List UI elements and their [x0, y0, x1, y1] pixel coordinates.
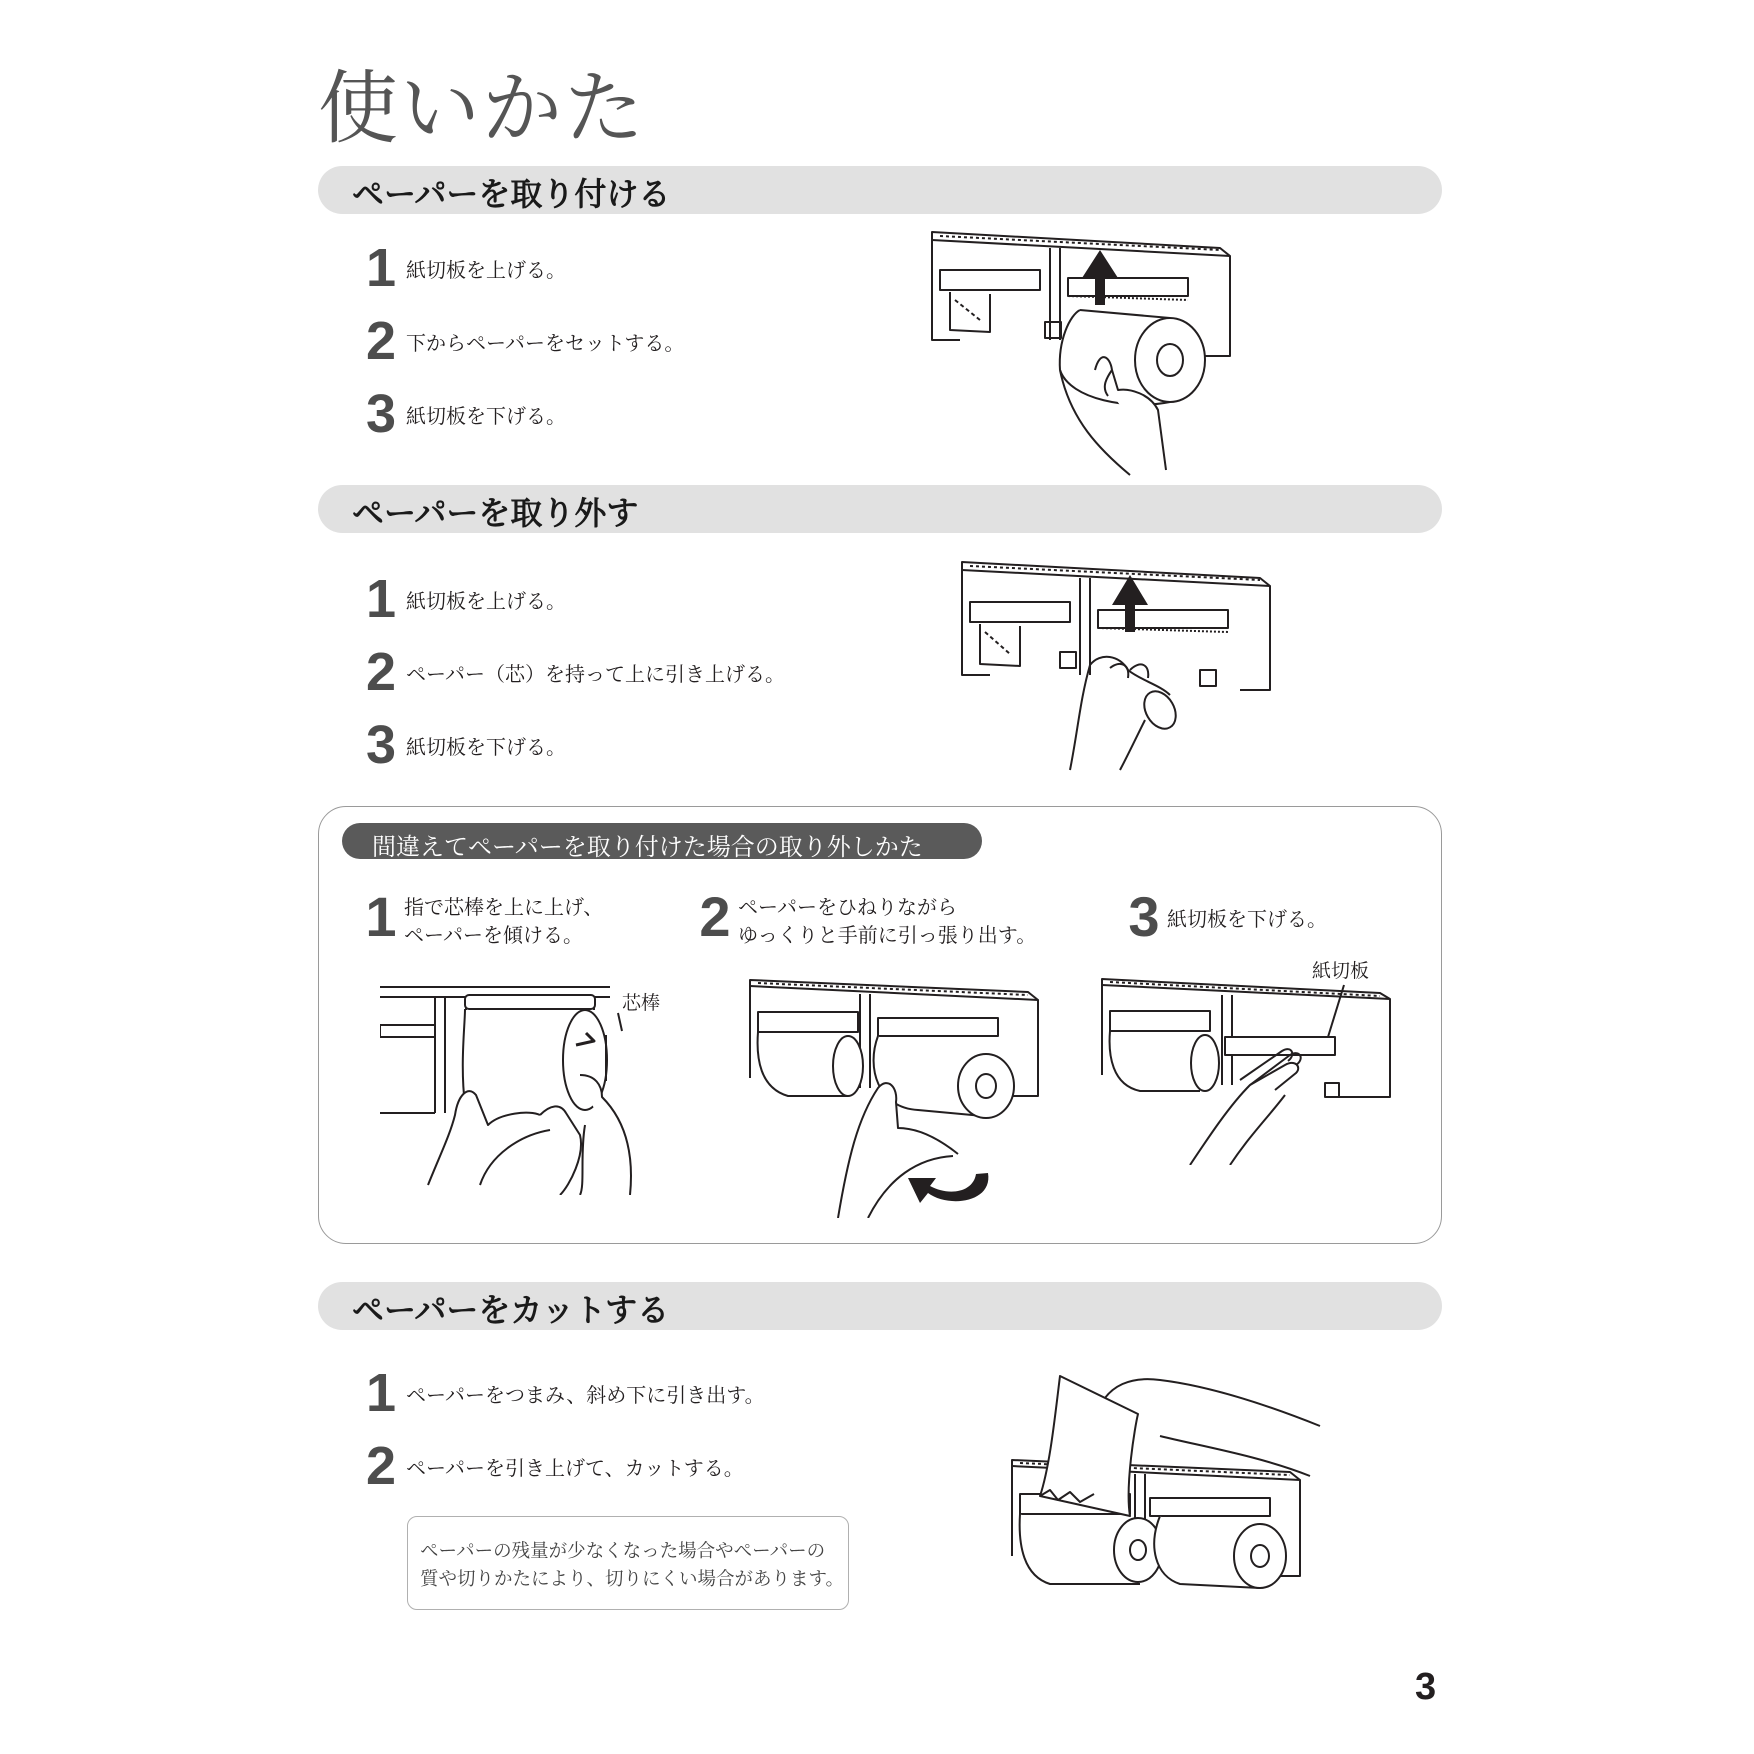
mistake-removal-title: 間違えてペーパーを取り付けた場合の取り外しかた	[372, 833, 923, 861]
remove-paper-illustration	[960, 560, 1290, 780]
note-line-1: ペーパーの残量が少なくなった場合やペーパーの	[420, 1541, 826, 1562]
step-number: 1	[365, 238, 397, 298]
cut-paper-illustration	[1010, 1366, 1330, 1616]
step-text-line2: ゆっくりと手前に引っ張り出す。	[738, 923, 1037, 947]
mistake-step-3	[1125, 887, 1365, 947]
step-number: 2	[365, 311, 397, 371]
step-text: 紙切板を下げる。	[406, 404, 566, 428]
step-number: 1	[365, 1363, 397, 1423]
section-cut-header	[318, 1282, 1442, 1330]
section-attach-title: ペーパーを取り付ける	[352, 175, 671, 213]
page-number: 3	[1415, 1666, 1437, 1708]
section-cut-title: ペーパーをカットする	[352, 1291, 670, 1329]
lower-cutter-plate-illustration	[1100, 955, 1405, 1165]
core-rod-label: 芯棒	[622, 992, 661, 1014]
step-text: ペーパーを引き上げて、カットする。	[406, 1456, 744, 1480]
cut-note-box	[407, 1516, 849, 1610]
step-text-line1: 指で芯棒を上に上げ、	[404, 895, 604, 919]
step-text: 下からペーパーをセットする。	[406, 331, 685, 355]
page-title: 使いかた	[318, 62, 646, 155]
step-number: 3	[1128, 885, 1160, 948]
step-text-line1: ペーパーをひねりながら	[738, 895, 957, 919]
step-text: 紙切板を上げる。	[406, 258, 566, 282]
section-remove-header	[318, 485, 1442, 533]
step-text-line2: ペーパーを傾ける。	[404, 923, 583, 947]
step-text-line1: 紙切板を下げる。	[1167, 907, 1327, 931]
step-number: 2	[365, 1436, 397, 1496]
pull-paper-out-illustration	[748, 978, 1048, 1218]
cutter-plate-label: 紙切板	[1312, 960, 1370, 982]
note-line-2: 質や切りかたにより、切りにくい場合があります。	[420, 1569, 845, 1590]
step-text: ペーパーをつまみ、斜め下に引き出す。	[406, 1383, 765, 1407]
step-number: 1	[365, 569, 397, 629]
mistake-step-2	[696, 885, 1037, 948]
step-number: 2	[365, 642, 397, 702]
section-attach-header	[318, 166, 1442, 214]
tilt-paper-illustration	[380, 985, 670, 1195]
section-remove-title: ペーパーを取り外す	[352, 494, 639, 532]
step-text: 紙切板を上げる。	[406, 589, 566, 613]
step-number: 3	[365, 715, 397, 775]
step-number: 3	[365, 384, 397, 444]
attach-paper-illustration	[930, 230, 1260, 480]
step-text: ペーパー（芯）を持って上に引き上げる。	[406, 662, 785, 686]
step-number: 2	[699, 885, 731, 948]
step-text: 紙切板を下げる。	[406, 735, 566, 759]
mistake-step-1	[362, 887, 662, 947]
step-number: 1	[365, 885, 397, 948]
mistake-removal-tab	[342, 823, 982, 859]
